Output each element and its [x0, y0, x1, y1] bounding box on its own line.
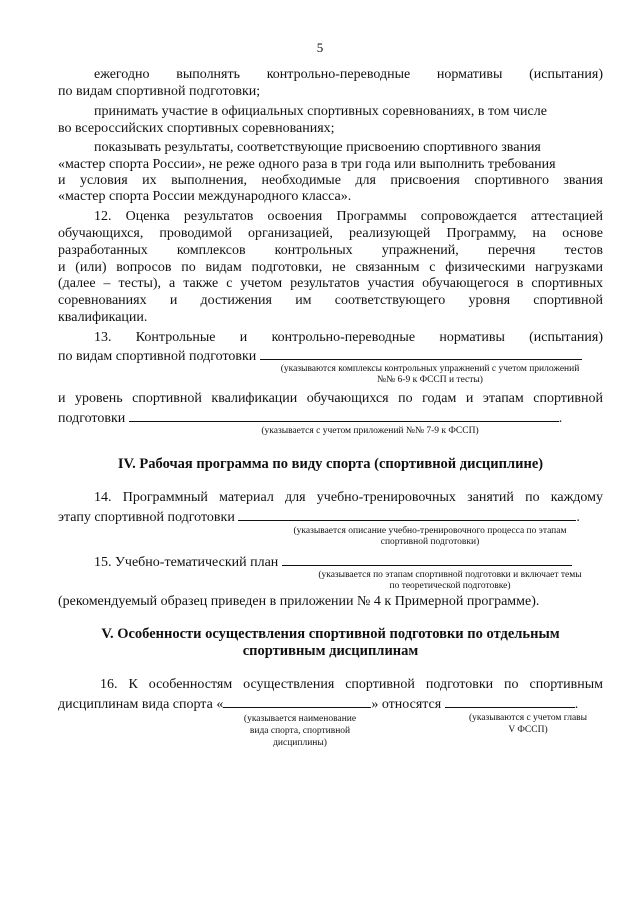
para-line: (рекомендуемый образец приведен в приложении № 4 к Примерной программе).: [58, 594, 540, 609]
para-line: по видам спортивной подготовки;: [58, 84, 261, 99]
blank-caption: вида спорта, спортивной: [249, 726, 351, 736]
blank-caption: №№ 6-9 к ФССП и тесты): [377, 375, 483, 385]
para-line: [58, 409, 603, 427]
para-line: ежегодно выполнять контрольно-переводные нормативы (испытания): [94, 67, 603, 82]
para-line: принимать участие в официальных спортивных соревнованиях, в том числе: [94, 104, 547, 119]
para-text: .: [558, 411, 563, 426]
fill-in-blank: [282, 553, 572, 566]
para-line: [58, 347, 603, 365]
para-text: этапу спортивной подготовки: [58, 510, 235, 525]
para-line: [58, 695, 603, 713]
para-line: показывать результаты, соответствующие присвоению спортивного звания: [94, 140, 541, 155]
para-line: (далее – тесты), а также с учетом результатов участия обучающегося в спортивных: [58, 276, 603, 291]
blank-caption: дисциплины): [273, 738, 327, 748]
blank-caption: (указываются с учетом главы: [468, 713, 588, 723]
para-line: [94, 553, 603, 571]
blank-caption: (указываются комплексы контрольных упражнений с учетом приложений: [280, 364, 580, 374]
fill-in-blank: [129, 409, 559, 422]
section-heading: V. Особенности осуществления спортивной подготовки по отдельным: [101, 626, 560, 642]
blank-caption: (указывается наименование: [243, 714, 357, 724]
para-line: «мастер спорта России», не реже одного раза в три года или выполнить требования: [58, 157, 556, 172]
para-line: и уровень спортивной квалификации обучающихся по годам и этапам спортивной: [58, 391, 603, 406]
para-line: разработанных комплексов контрольных упражнений, перечня тестов: [58, 243, 603, 258]
section-heading: IV. Рабочая программа по виду спорта (спортивной дисциплине): [117, 456, 544, 472]
blank-caption: (указывается с учетом приложений №№ 7-9 к ФССП): [261, 426, 479, 436]
para-line: 13. Контрольные и контрольно-переводные нормативы (испытания): [94, 330, 603, 345]
para-line: 12. Оценка результатов освоения Программы сопровождается аттестацией: [94, 209, 603, 224]
blank-caption: спортивной подготовки): [380, 537, 480, 547]
para-text: дисциплинам вида спорта «: [58, 697, 224, 712]
para-text: 15. Учебно-тематический план: [94, 555, 279, 570]
para-line: 16. К особенностям осуществления спортивной подготовки по спортивным: [100, 677, 603, 692]
para-text: по видам спортивной подготовки: [58, 349, 257, 364]
para-line: и (или) вопросов по видам подготовки, не связанным с физическими нагрузками: [58, 260, 603, 275]
fill-in-blank: [223, 695, 371, 708]
para-line: 14. Программный материал для учебно-тренировочных занятий по каждому: [94, 490, 603, 505]
fill-in-blank: [445, 695, 575, 708]
blank-caption: (указывается по этапам спортивной подготовки и включает темы: [318, 570, 582, 580]
para-text: .: [576, 510, 580, 525]
section-heading: спортивным дисциплинам: [242, 643, 419, 659]
blank-caption: (указывается описание учебно-тренировочного процесса по этапам: [293, 526, 567, 536]
para-line: [58, 508, 603, 526]
para-line: «мастер спорта России международного класса».: [58, 189, 352, 204]
para-line: и условия их выполнения, необходимые для присвоения спортивного звания: [58, 173, 603, 188]
para-line: соревнованиях и достижения им соответствующего уровня спортивной: [58, 293, 603, 308]
para-text: » относятся: [371, 697, 442, 712]
blank-caption: V ФССП): [508, 725, 548, 735]
fill-in-blank: [260, 347, 582, 360]
fill-in-blank: [238, 508, 576, 521]
para-line: квалификации.: [58, 310, 148, 325]
page-number: 5: [316, 40, 324, 55]
blank-caption: по теоретической подготовке): [389, 581, 511, 591]
para-text: подготовки: [58, 411, 126, 426]
para-line: во всероссийских спортивных соревнованиях;: [58, 121, 335, 136]
para-line: обучающихся, проводимой организацией, реализующей Программу, на основе: [58, 226, 603, 241]
para-text: .: [574, 697, 579, 712]
